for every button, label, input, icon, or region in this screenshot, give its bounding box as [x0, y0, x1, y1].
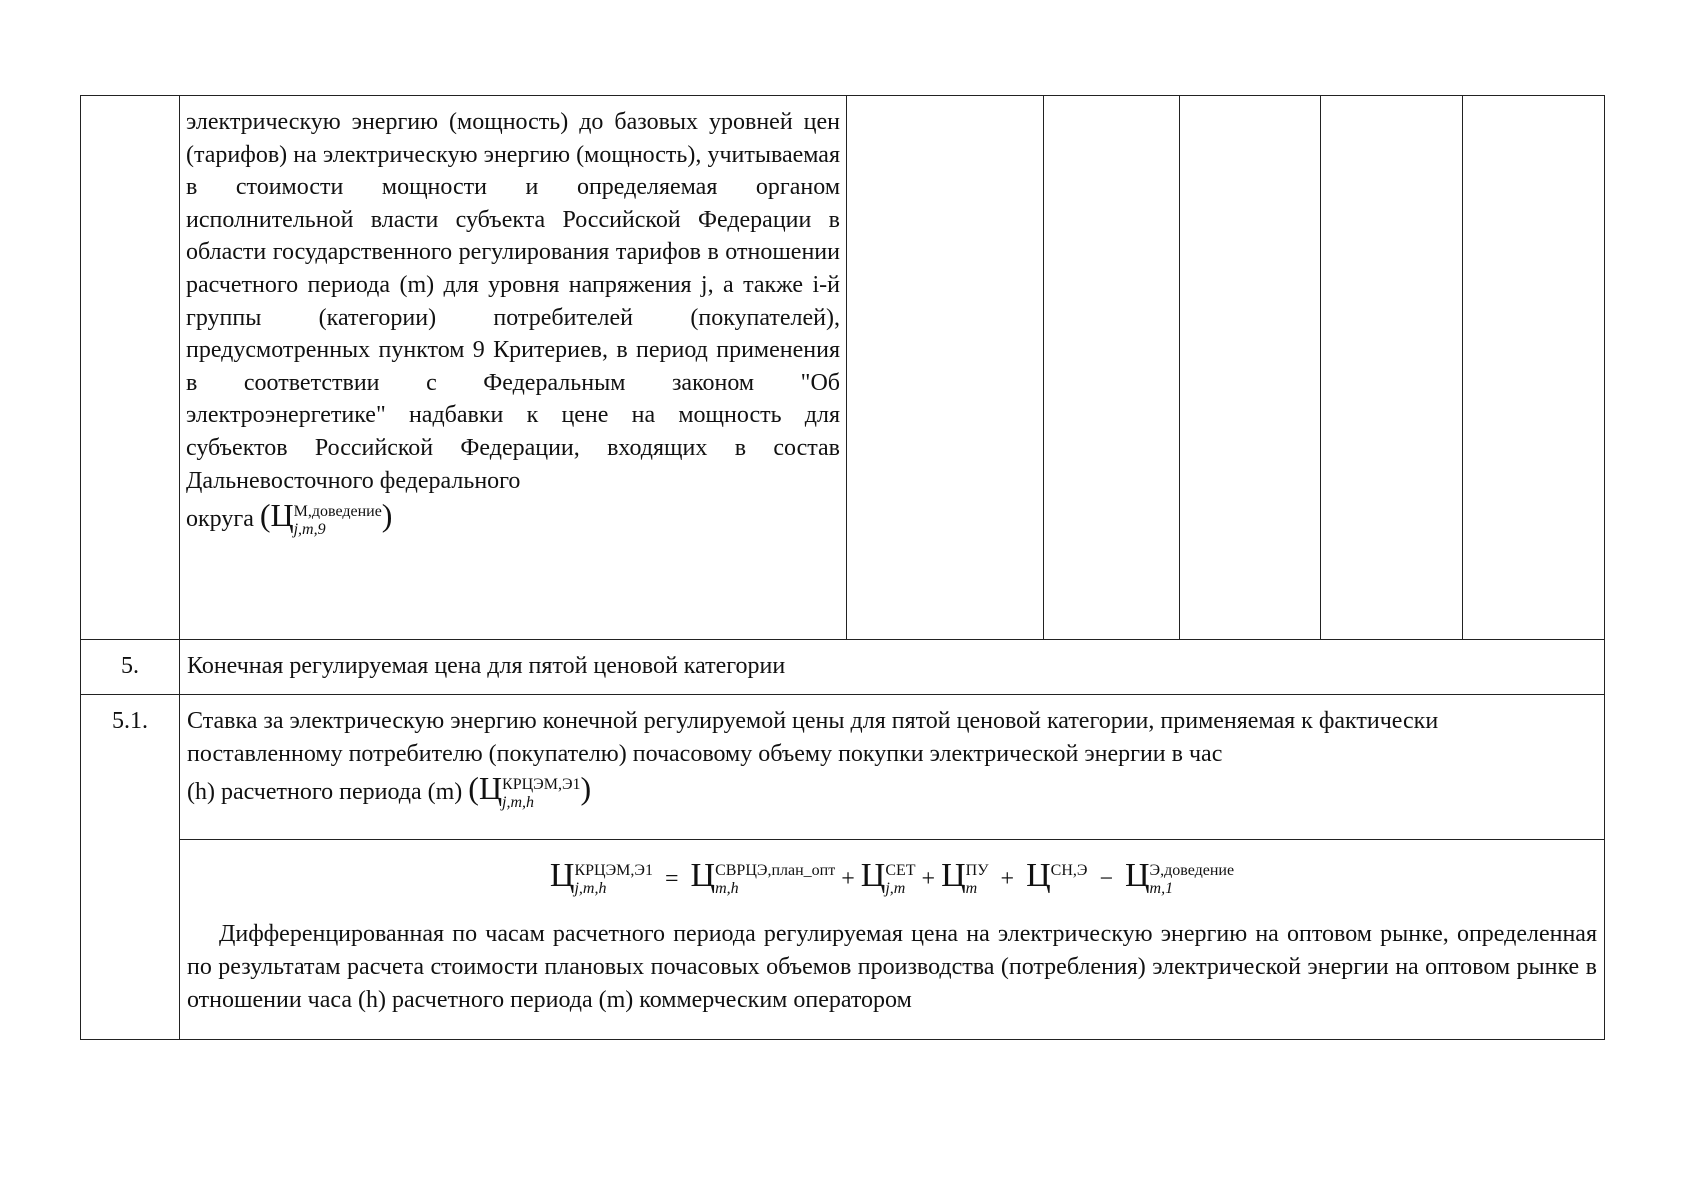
formula-cell	[180, 840, 1605, 1040]
row-5-text: Конечная регулируемая цена для пятой ценовой категории	[180, 640, 1605, 695]
row-4-num-cell	[81, 96, 180, 640]
row-5-1-symbol: (Ц КРЦЭМ,Э1 j,m,h )	[468, 770, 592, 811]
row-5-1	[81, 695, 1605, 840]
row-5-1-formula-row	[81, 840, 1605, 1040]
row-4-text: электрическую энергию (мощность) до базовых уровней цен (тарифов) на электрическую энергию (мощность), учитываемая в стоимости мощности и определяемая органом исполнительной власти субъекта Российской Федерации в области государственного регулирования тарифов в отношении расчетного периода (m) для уровня напряжения j, а также i-й группы (категории) потребителей (покупателей), предусмотренных пунктом 9 Критериев, в период применения в соответствии с Федеральным законом "Об электроэнергетике" надбавки к цене на мощность для субъектов Российской Федерации, входящих в состав Дальневосточного федерального	[186, 109, 840, 494]
row-4-description	[180, 96, 847, 640]
row-4-last-line: округа (Ц М,доведение j,m,9 )	[186, 497, 393, 538]
formula: Ц КРЦЭМ,Э1 j,m,h = Ц СВРЦЭ,план_опт m,h + Ц СЕТ j,m + Ц ПУ m + Ц СН,Э − Ц Э,доведение m,1	[549, 857, 1235, 898]
explanation-text: Дифференцированная по часам расчетного периода регулируемая цена на электрическую энергию на оптовом рынке, определенная по результатам расчета стоимости плановых почасовых объемов производства (потребления) электрической энергии на оптовом рынке в отношении часа (h) расчетного периода (m) коммерческим оператором	[187, 921, 1597, 1013]
row-4-continuation	[81, 96, 1605, 640]
row-5-num: 5.	[81, 640, 180, 695]
row-5-1-num: 5.1.	[81, 695, 180, 1040]
row-4-value-cell-2	[1044, 96, 1180, 640]
row-4-value-cell-4	[1321, 96, 1463, 640]
row-4-value-cell-3	[1180, 96, 1321, 640]
row-4-value-cell-1	[847, 96, 1044, 640]
row-4-symbol: (Ц М,доведение j,m,9 )	[259, 497, 393, 538]
tariff-table	[80, 95, 1605, 1040]
row-5-1-text: Ставка за электрическую энергию конечной регулируемой цены для пятой ценовой категории, применяемая к фактически поставленному потребителю (покупателю) почасовому объему покупки электрической энергии в час	[187, 708, 1439, 767]
row-5-1-last-line: (h) расчетного периода (m) (Ц КРЦЭМ,Э1 j,m,h )	[187, 770, 592, 811]
row-5	[81, 640, 1605, 695]
row-5-1-description	[180, 695, 1605, 840]
row-4-value-cell-5	[1463, 96, 1605, 640]
